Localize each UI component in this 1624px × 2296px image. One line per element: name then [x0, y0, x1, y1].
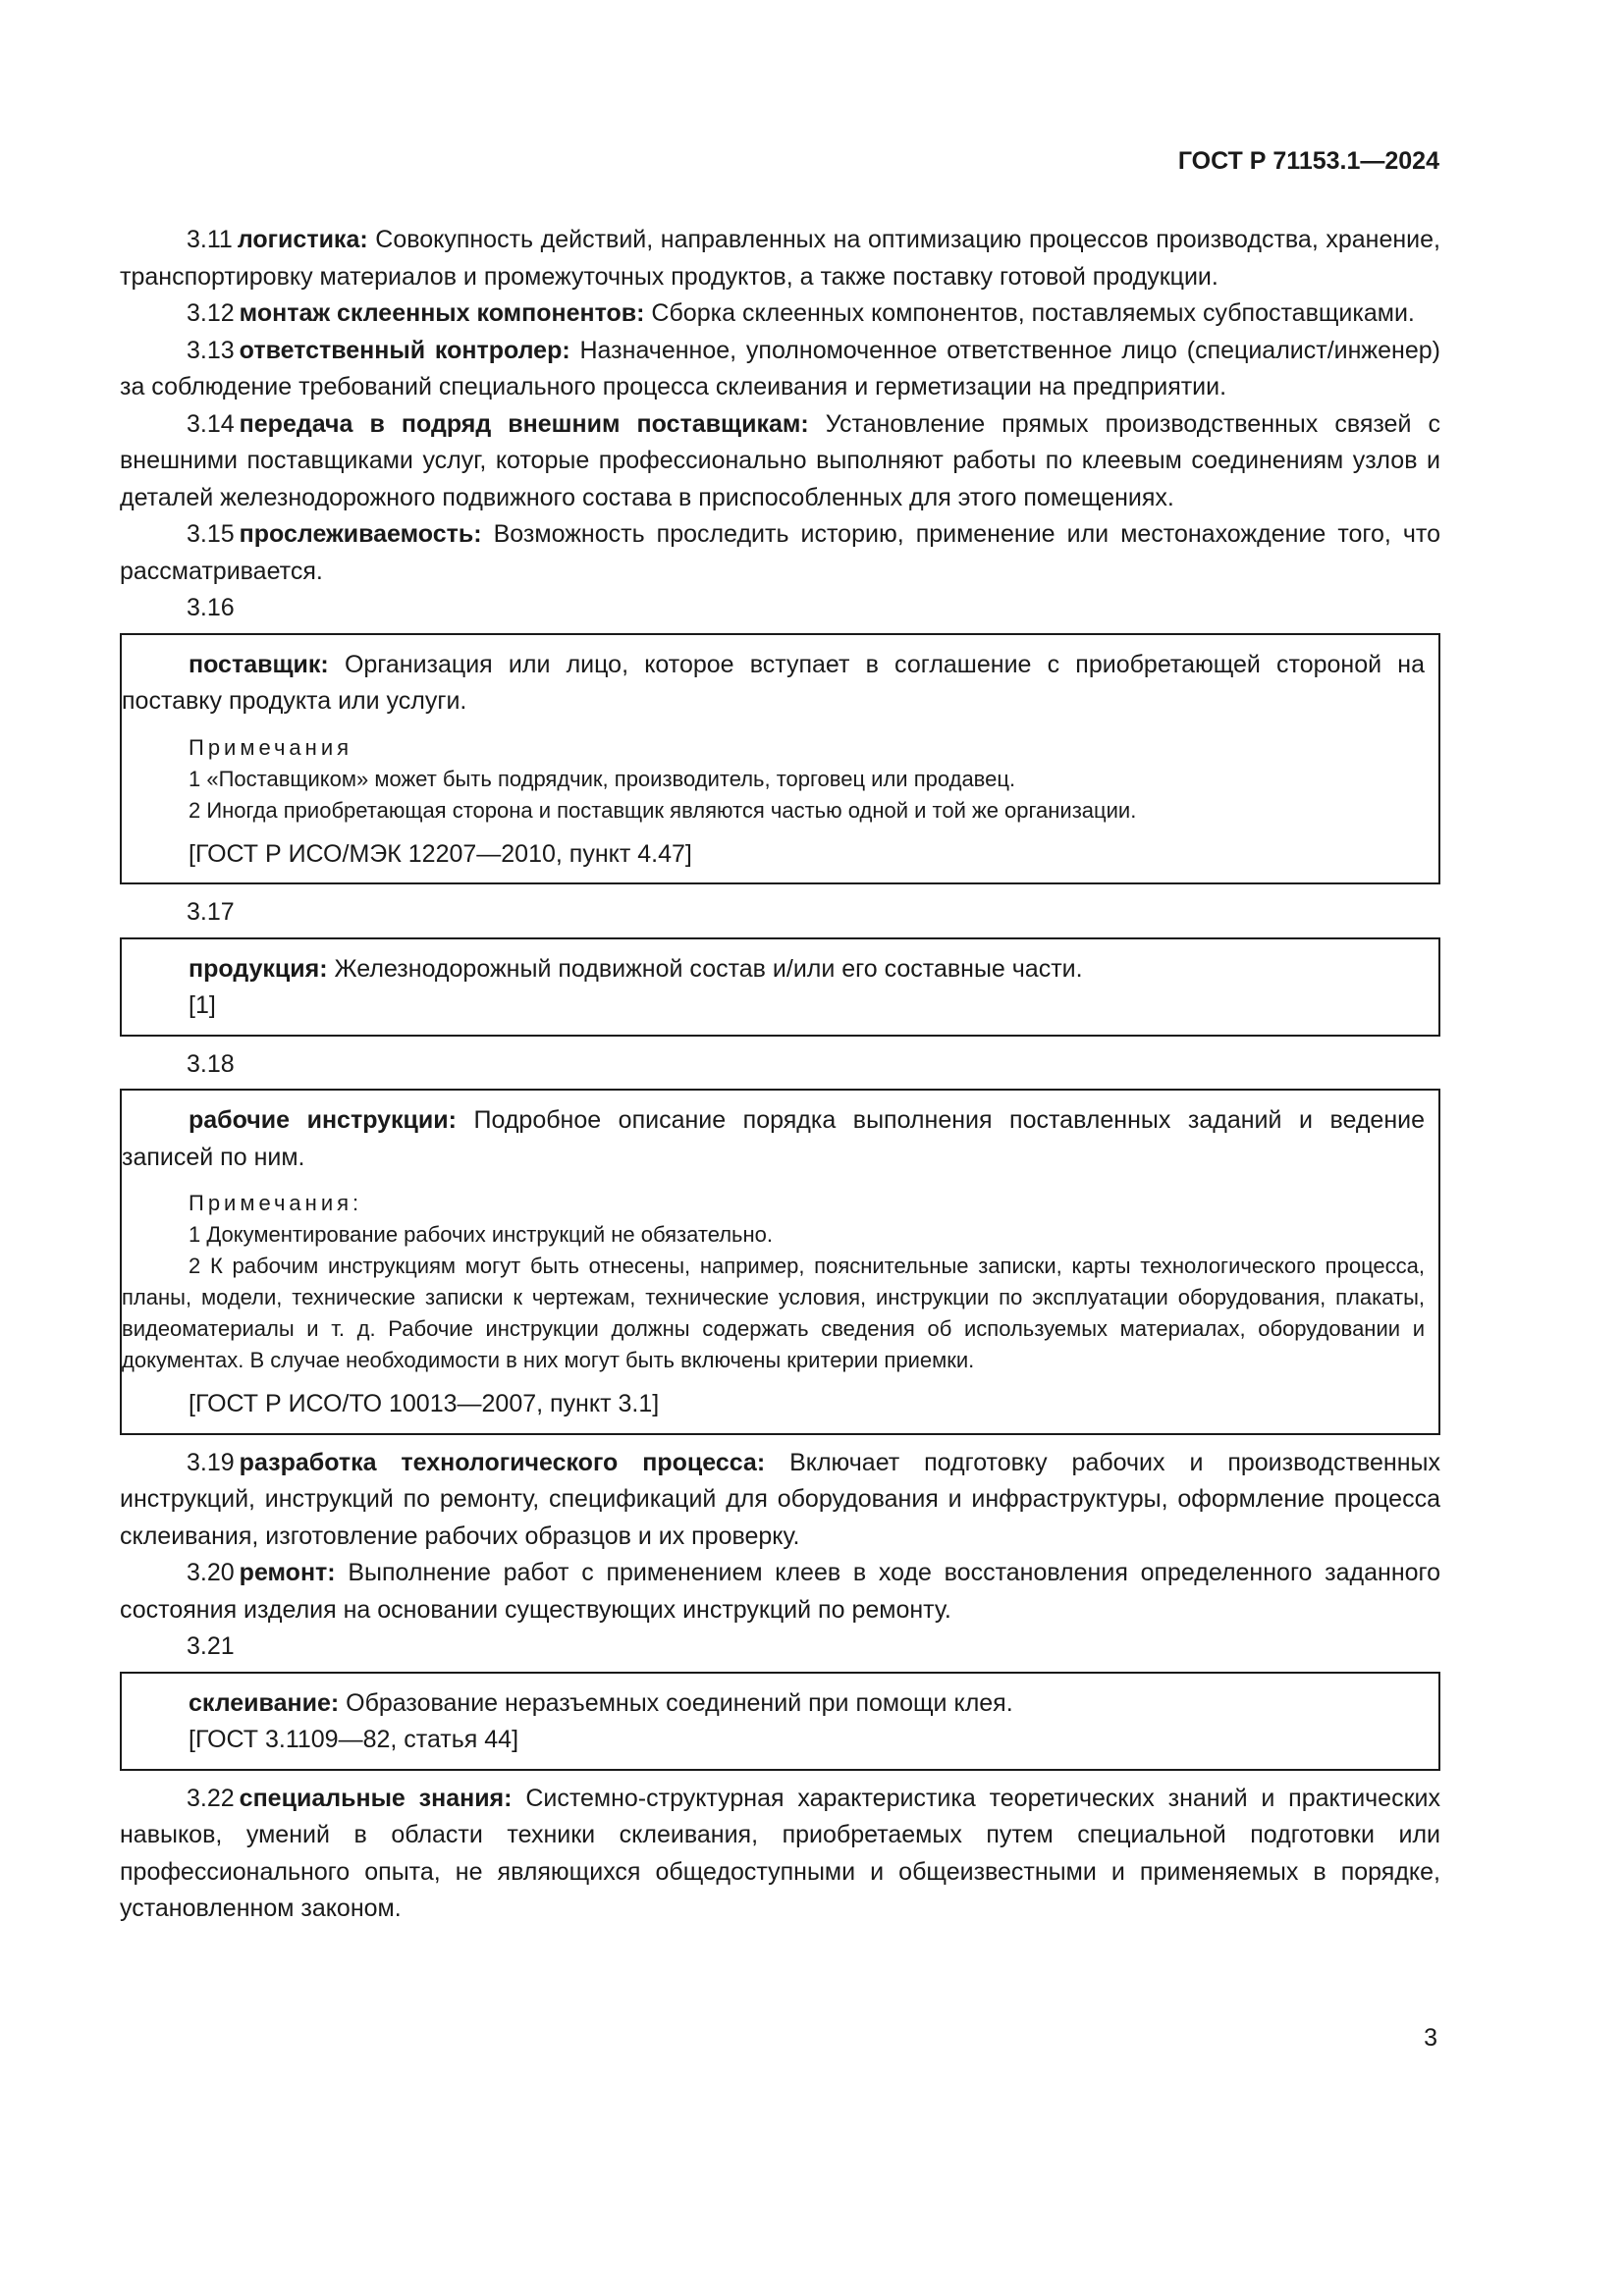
boxed-definition: [122, 1102, 1425, 1176]
term-entry-3-22: [120, 1781, 1440, 1928]
term: поставщик:: [189, 650, 329, 678]
note-item: 2 К рабочим инструкциям могут быть отнесены, например, пояснительные записки, карты технологического процесса, планы, модели, технические записки к чертежам, технические условия, инструкции по эксплуатации оборудования, плакаты, видеоматериалы и т. д. Рабочие инструкции должны содержать сведения об используемых материалах, оборудовании и документах. В случае необходимости в них могут быть включены критерии приемки.: [122, 1254, 1425, 1372]
definition-box-3-17: [120, 937, 1440, 1037]
definition: Включает подготовку рабочих и производственных инструкций, инструкций по ремонту, спецификаций для оборудования и инфраструктуры, оформление процесса склеивания, изготовление рабочих образцов и их проверку.: [120, 1448, 1440, 1550]
notes: [122, 1188, 1425, 1376]
entry-number-3-16: 3.16: [187, 594, 235, 621]
entry-number: 3.15: [187, 520, 235, 548]
entry-number-3-21: 3.21: [187, 1632, 235, 1660]
term: ремонт:: [239, 1559, 336, 1586]
entry-number: 3.11: [187, 226, 233, 253]
term: логистика:: [237, 226, 368, 253]
term: ответственный контролер:: [239, 336, 570, 364]
page-number: 3: [1424, 2024, 1437, 2052]
term-entry-3-14: [120, 406, 1440, 517]
source-reference: [ГОСТ 3.1109—82, статья 44]: [189, 1726, 519, 1753]
definition: Выполнение работ с применением клеев в ходе восстановления определенного заданного состояния изделия на основании существующих инструкций по ремонту.: [120, 1559, 1440, 1624]
definition: Образование неразъемных соединений при помощи клея.: [339, 1688, 1013, 1717]
term-entry-3-13: [120, 333, 1440, 406]
document-code: ГОСТ Р 71153.1—2024: [1177, 147, 1439, 175]
definition: Системно-структурная характеристика теоретических знаний и практических навыков, умений в области техники склеивания, приобретаемых путем специальной подготовки или профессионального опыта, не являющихся общедоступными и общеизвестными и применяемых в порядке, установленном законом.: [120, 1784, 1440, 1922]
boxed-definition: [122, 951, 1425, 988]
entry-number-3-17: 3.17: [187, 898, 235, 926]
entry-number: 3.22: [187, 1784, 235, 1812]
definition: Сборка склеенных компонентов, поставляемых субпоставщиками.: [644, 299, 1415, 327]
notes-title: Примечания: [189, 734, 353, 760]
entry-number: 3.14: [187, 409, 235, 438]
entry-number: 3.13: [187, 336, 235, 364]
definition: Подробное описание порядка выполнения поставленных заданий и ведение записей по ним.: [122, 1106, 1425, 1171]
term: передача в подряд внешним поставщикам:: [239, 409, 809, 438]
note-item: 2 Иногда приобретающая сторона и поставщик являются частью одной и той же организации.: [189, 797, 1137, 823]
entry-number: 3.20: [187, 1559, 235, 1586]
term-entry-3-12: [120, 295, 1440, 333]
term: специальные знания:: [239, 1784, 513, 1812]
definition-box-3-21: [120, 1672, 1440, 1771]
entry-number: 3.19: [187, 1448, 235, 1476]
boxed-definition: [122, 1685, 1425, 1723]
notes: [122, 732, 1425, 827]
term-entry-3-15: [120, 516, 1440, 590]
definition: Железнодорожный подвижной состав и/или его составные части.: [327, 954, 1083, 983]
term-entry-3-20: [120, 1555, 1440, 1629]
entry-number: 3.12: [187, 299, 235, 327]
note-item: 1 Документирование рабочих инструкций не обязательно.: [189, 1222, 773, 1247]
definition: Организация или лицо, которое вступает в соглашение с приобретающей стороной на поставку продукта или услуги.: [122, 650, 1425, 715]
source-reference: [1]: [189, 991, 216, 1019]
term-entry-3-19: [120, 1445, 1440, 1556]
source-reference: [ГОСТ Р ИСО/ТО 10013—2007, пункт 3.1]: [189, 1390, 660, 1417]
definition-box-3-16: [120, 633, 1440, 885]
note-item: 1 «Поставщиком» может быть подрядчик, производитель, торговец или продавец.: [189, 766, 1016, 791]
term: рабочие инструкции:: [189, 1106, 457, 1134]
notes-title: Примечания:: [189, 1191, 363, 1215]
term: склеивание:: [189, 1688, 340, 1717]
definition: Возможность проследить историю, применение или местонахождение того, что рассматривается.: [120, 520, 1440, 585]
term: разработка технологического процесса:: [239, 1448, 766, 1476]
document-body: [120, 222, 1440, 1928]
definition: Установление прямых производственных связей с внешними поставщиками услуг, которые профессионально выполняют работы по клеевым соединениям узлов и деталей железнодорожного подвижного состава в приспособленных для этого помещениях.: [120, 409, 1440, 511]
definition-box-3-18: [120, 1089, 1440, 1435]
definition: Совокупность действий, направленных на оптимизацию процессов производства, хранение, транспортировку материалов и промежуточных продуктов, а также поставку готовой продукции.: [120, 226, 1440, 291]
term-entry-3-11: [120, 222, 1440, 295]
term: монтаж склеенных компонентов:: [239, 299, 645, 327]
boxed-definition: [122, 647, 1425, 721]
definition: Назначенное, уполномоченное ответственное лицо (специалист/инженер) за соблюдение требований специального процесса склеивания и герметизации на предприятии.: [120, 336, 1440, 400]
entry-number-3-18: 3.18: [187, 1049, 235, 1078]
term: продукция:: [189, 954, 328, 983]
term: прослеживаемость:: [239, 520, 482, 548]
source-reference: [ГОСТ Р ИСО/МЭК 12207—2010, пункт 4.47]: [189, 839, 692, 868]
